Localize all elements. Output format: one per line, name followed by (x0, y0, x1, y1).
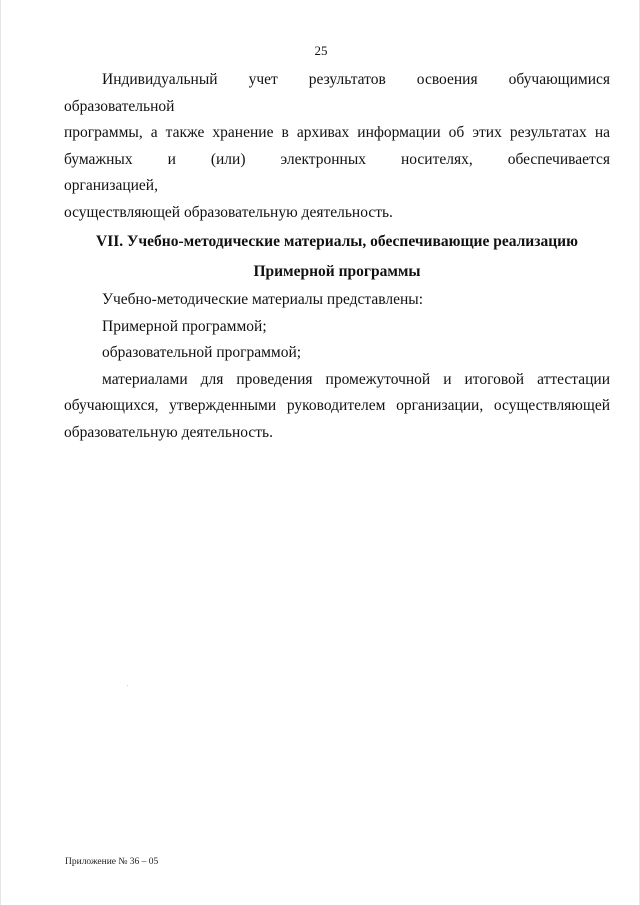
paragraph-line: осуществляющей образовательную деятельность. (64, 203, 393, 221)
materials-intro: Учебно-методические материалы представлены: (102, 291, 423, 308)
list-item-line: обучающихся, утвержденными руководителем организации, осуществляющей (64, 397, 610, 414)
list-item-line: материалами для проведения промежуточной и итоговой аттестации (102, 370, 610, 388)
list-item: Примерной программой; (102, 317, 267, 335)
page-number: 25 (314, 43, 328, 58)
section-heading: VII. Учебно-методические материалы, обеспечивающие реализацию (96, 233, 578, 250)
list-item: образовательной программой; (102, 344, 302, 361)
footer-note: Приложение № 36 – 05 (65, 857, 159, 867)
scan-speck (127, 685, 128, 686)
list-item-line: образовательную деятельность. (64, 423, 273, 441)
materials-list (64, 287, 610, 446)
document-body (64, 67, 610, 446)
section-heading-continued: Примерной программы (253, 262, 421, 280)
paragraph-line: программы, а также хранение в архивах информации об этих результатах на (64, 124, 610, 141)
paragraph-line: Индивидуальный учет результатов освоения обучающимися образовательной (64, 71, 610, 115)
paragraph-line: бумажных и (или) электронных носителях, обеспечивается организацией, (64, 150, 610, 194)
paragraph-record-keeping (64, 67, 610, 226)
